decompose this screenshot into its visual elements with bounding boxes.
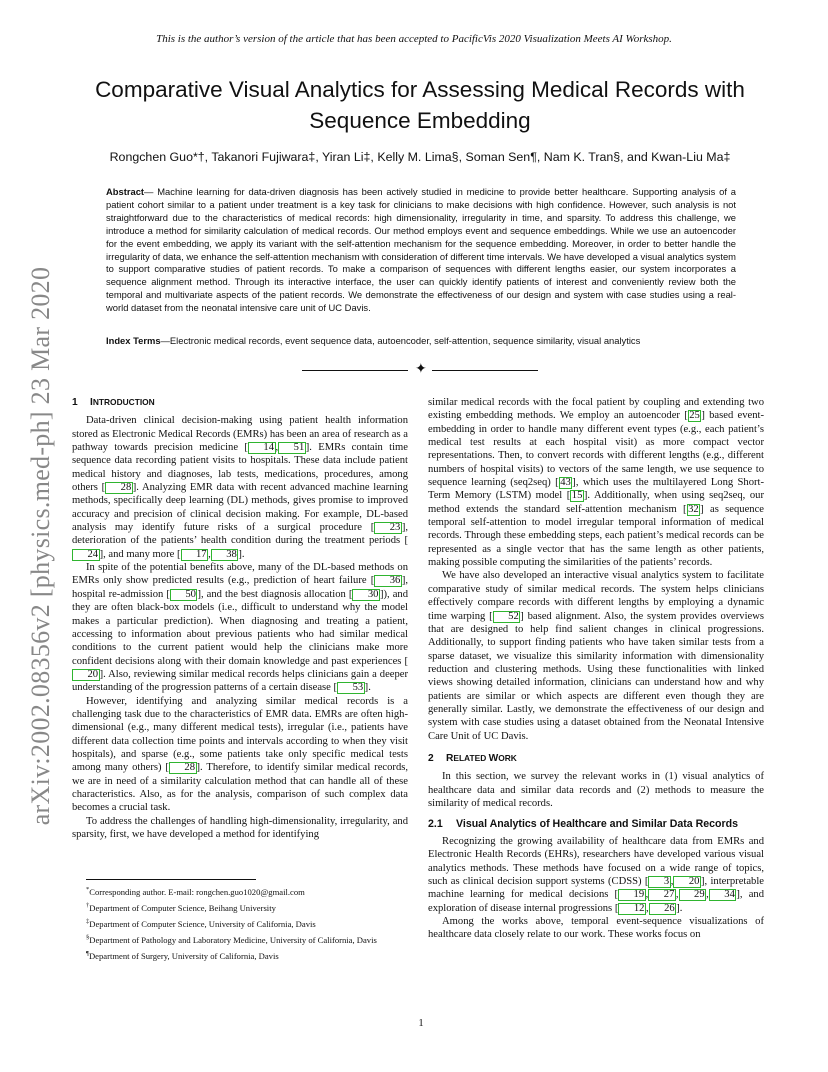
subsection-heading: 2.1 Visual Analytics of Healthcare and Similar Data Records — [428, 818, 739, 831]
footnote: *Corresponding author. E-mail: rongchen.guo1020@gmail.com — [86, 886, 305, 897]
section-heading-related-work: 2 RELATED WORK — [428, 752, 517, 764]
citation-link[interactable]: 20 — [673, 876, 701, 888]
paragraph: Among the works above, temporal event-sequence visualizations of healthcare data closely relate to our work. These works focus on — [428, 915, 764, 941]
paragraph: To address the challenges of handling high-dimensionality, irregularity, and sparsity, first, we have developed a method for identifying — [72, 815, 408, 840]
separator-diamond-icon: ✦ — [415, 362, 427, 377]
abstract-label: Abstract — [106, 186, 145, 197]
citation-link[interactable]: 53 — [337, 682, 365, 694]
citation-link[interactable]: 34 — [709, 889, 737, 901]
index-terms-text: —Electronic medical records, event sequence data, autoencoder, self-attention, sequence similarity, visual analytics — [160, 335, 641, 346]
index-terms — [106, 335, 736, 348]
citation-link[interactable]: 19 — [618, 889, 646, 901]
citation-link[interactable]: 14 — [248, 442, 276, 454]
citation-link[interactable]: 50 — [170, 589, 198, 601]
title-line-1: Comparative Visual Analytics for Assessing Medical Records with — [95, 77, 745, 102]
paragraph: However, identifying and analyzing similar medical records is a challenging task due to the characteristics of EMR data. EMRs are often high-dimensional (e.g., many different medical tests), irregular (i.e., patients have different data collection time points and intervals according to when they visit hospitals), and sparse (e.g., some patients take only specific medical tests among many others) [ 28 ]. Therefore, to identify similar medical records, we are in need of a similarity calculation method that can handle all of these characteristics. Also, as for the analysis, comparison of such complex data becomes a crucial task. — [72, 695, 409, 814]
citation-link[interactable]: 28 — [105, 482, 133, 494]
paragraph: We have also developed an interactive visual analytics system to facilitate comparative study of similar medical records. The system helps clinicians effectively compare records with different lengths by employing a dynamic time warping [ 52 ] based alignment. Also, the system provides overviews that are designed to help find salient changes in clinical progressions. Additionally, to support finding patients who have taken similar tests from a sparse dataset, we visualize this similarity information with dimensionality reduction and clustering methods. Using these functionalities with linked views showing detailed information, clinicians can understand how and why patients are similar or which aspects are different even though they are generally similar. Lastly, we demonstrate the effectiveness of our design and system with case studies using a dataset obtained from the Neonatal Intensive Care Unit of UC Davis. — [428, 570, 764, 742]
citation-link[interactable]: 23 — [374, 522, 402, 534]
citation-link[interactable]: 12 — [618, 903, 646, 915]
citation-link[interactable]: 38 — [211, 549, 239, 561]
paragraph: In this section, we survey the relevant works in (1) visual analytics of healthcare data and similar data records and (2) methods to measure the similarity of medical records. — [428, 771, 764, 809]
citation-link[interactable]: 36 — [374, 575, 402, 587]
citation-link[interactable]: 26 — [649, 903, 677, 915]
footnote: §Department of Pathology and Laboratory Medicine, University of California, Davis — [86, 933, 377, 945]
footnote: †Department of Computer Science, Beihang University — [86, 901, 276, 913]
footnote: ‡Department of Computer Science, University of California, Davis — [86, 917, 316, 929]
paragraph: similar medical records with the focal patient by coupling and extending two existing embedding methods. We employ an autoencoder [ 25 ] based event-embedding in order to handle many different event types (e.g., each patient’s medical test results at each hospital visit) as more compact vector representations. Then, to convert records with different lengths (e.g., different numbers of hospital visits) to vectors of the same length, we use sequence to sequence learning (seq2seq) [ 43 ], which uses the multilayered Long Short-Term Memory (LSTM) model [ 15 ]. Additionally, when using seq2seq, our method extends the standard self-attention mechanism [ 32 ] as sequence temporal self-attention to model irregular temporal information of medical records. Through these embedding steps, each patient’s medical records can be represented as a single vector that has the same length as other patients, making possible computing the similarities of the patients’ records. — [428, 397, 765, 569]
left-column — [72, 396, 408, 841]
citation-link[interactable]: 24 — [72, 549, 100, 561]
paragraph: Recognizing the growing availability of healthcare data from EMRs and Electronic Health Records (EHRs), researchers have developed various visual analytics methods. These methods have focused on a wide range of topics, such as clinical decision support systems (CDSS) [ 3 , 20 ], interpretable machine learning for medical decisions [ 19 , 27 , 29 , 34 ], and exploration of disease internal progressions [ 12 , 26 ]. — [428, 835, 765, 914]
paragraph: In spite of the potential benefits above, many of the DL-based methods on EMRs only show predicted results (e.g., prediction of heart failure [ 36 ], hospital re-admission [ 50 ], and the best diagnosis allocation [ 30 ]), and they are often black-box models (i.e., difficult to understand why the model makes a particular prediction). When diagnosing and treating a patient, accessing to information about previous patients who had similar medical conditions to the current patient would help the clinicians make more confident decisions along with their domain knowledge and past experiences [20 ]. Also, reviewing similar medical records helps clinicians gain a deeper understanding of the progression patterns of a certain disease [ 53 ]. — [72, 562, 408, 694]
paragraph: Data-driven clinical decision-making using patient health information stored as Electronic Medical Records (EMRs) has been an area of research as a pathway towards precision medicine [ 14 , 51 ]. EMRs contain time sequence data recording patient visits to hospitals. These data include patient medical history and diagnoses, lab tests, medications, procedures, among others [ 28 ]. Analyzing EMR data with recent advanced machine learning methods, specifically deep learning (DL) methods, gives promise to improved accuracy and precision of clinical decision making. For example, DL-based analysis may identify future risks of a surgical procedure [ 23 ], deterioration of the patients’ health condition during the treatment periods [24 ], and many more [ 17 , 38 ]. — [72, 415, 409, 560]
citation-link[interactable]: 28 — [169, 762, 197, 774]
citation-link[interactable]: 32 — [688, 503, 699, 515]
arxiv-watermark — [26, 236, 56, 856]
footnote-rule — [86, 879, 256, 880]
citation-link[interactable]: 30 — [352, 589, 380, 601]
title-line-2: Sequence Embedding — [309, 108, 531, 133]
paper-title — [60, 74, 780, 136]
page-number: 1 — [418, 1018, 424, 1029]
footnote: ¶Department of Surgery, University of California, Davis — [86, 949, 279, 961]
citation-link[interactable]: 3 — [648, 876, 670, 888]
right-column — [428, 396, 764, 942]
separator-line-right — [432, 370, 538, 371]
citation-link[interactable]: 25 — [689, 410, 700, 422]
separator-line-left — [302, 370, 408, 371]
author-list: Rongchen Guo*†, Takanori Fujiwara‡, Yiran Li‡, Kelly M. Lima§, Soman Sen¶, Nam K. Tran§, and Kwan-Liu Ma‡ — [109, 150, 731, 164]
header-note: This is the author’s version of the article that has been accepted to PacificVis 2020 Visualization Meets AI Workshop. — [156, 33, 672, 45]
section-separator — [302, 362, 538, 378]
citation-link[interactable]: 17 — [181, 549, 209, 561]
citation-link[interactable]: 20 — [72, 669, 100, 681]
section-heading-introduction: 1 INTRODUCTION — [72, 397, 155, 408]
citation-link[interactable]: 51 — [278, 442, 306, 454]
citation-link[interactable]: 15 — [571, 490, 583, 502]
abstract — [106, 186, 736, 315]
citation-link[interactable]: 43 — [560, 477, 571, 489]
arxiv-id: arXiv:2002.08356v2 [physics.med-ph] 23 Mar 2020 — [26, 266, 55, 826]
citation-link[interactable]: 29 — [679, 889, 707, 901]
abstract-text: — Machine learning for data-driven diagnosis has been actively studied in medicine to provide better healthcare. Supporting analysis of a patient cohort similar to a patient under treatment is a key task for clinicians to make decisions with high confidence. However, such analysis is not straightforward due to the characteristics of medical records: high dimensionality, irregularity in time, and sparsity. To address this challenge, we introduce a method for similarity calculation of medical records. Our method employs event and sequence embeddings. While we use an autoencoder for the event embedding, we apply its variant with the self-attention mechanism for the sequence embedding. Moreover, in order to better handle the irregularity of data, we enhance the self-attention mechanism with consideration of different time intervals. We have developed a visual analytics system to support comparative studies of patient records. To make a comparison of sequences with different lengths easier, our system incorporates a sequence alignment method. Through its interactive interface, the user can quickly identify patients of interest and conveniently review both the temporal and multivariate aspects of the patient records. We demonstrate the effectiveness of our design and system with case studies using a real-world dataset from the neonatal intensive care unit of UC Davis. — [106, 186, 736, 314]
index-terms-label: Index Terms — [106, 335, 161, 346]
footnotes — [72, 883, 422, 963]
citation-link[interactable]: 27 — [648, 889, 676, 901]
citation-link[interactable]: 52 — [493, 611, 521, 623]
